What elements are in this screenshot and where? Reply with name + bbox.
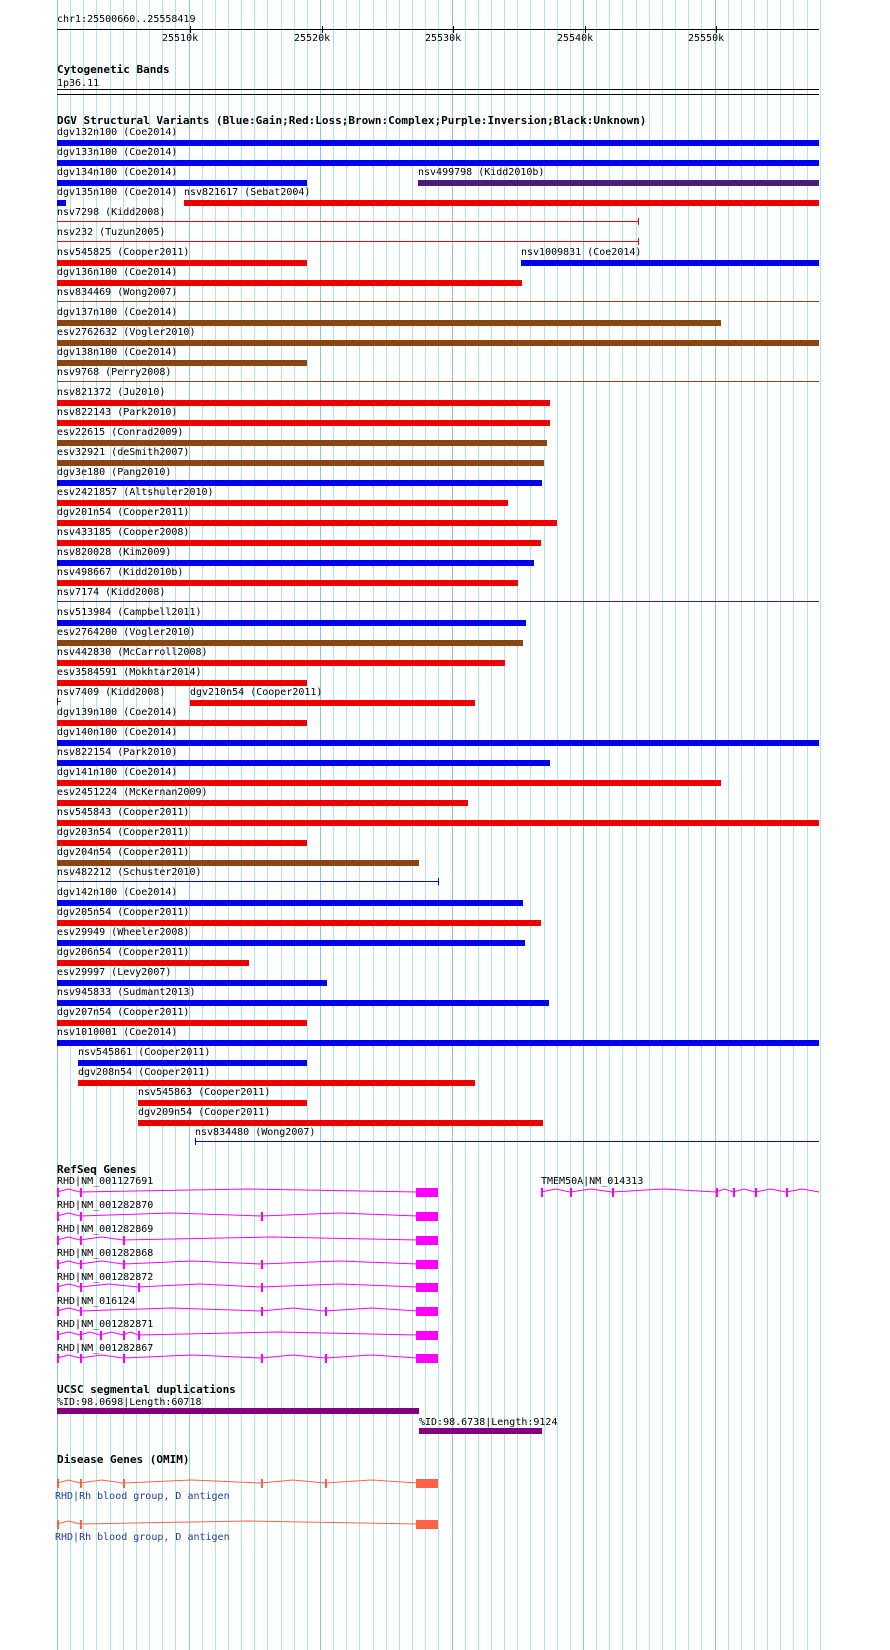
refseq-gene-3-exon (80, 1236, 82, 1245)
refseq-gene-tmem50a-exon (733, 1188, 735, 1197)
refseq-gene-tmem50a-exon (716, 1188, 718, 1197)
dgv-variant-label[interactable]: esv22615 (Conrad2009) (57, 427, 184, 438)
omim-gene-1-exon (123, 1479, 125, 1488)
refseq-gene-7-intron (57, 1332, 418, 1335)
refseq-gene-8-utr-block (416, 1354, 438, 1363)
dgv-variant-bar[interactable] (57, 620, 526, 626)
omim-gene-1-exon (261, 1479, 263, 1488)
dgv-variant-bar[interactable] (57, 820, 819, 826)
dgv-variant-end-marker (638, 238, 639, 245)
dgv-variant-label[interactable]: dgv133n100 (Coe2014) (57, 147, 178, 158)
cytoband-label: 1p36.11 (57, 78, 100, 89)
dgv-variant-bar[interactable] (57, 241, 639, 242)
ruler-tick-label-4: 25540k (557, 33, 594, 44)
dgv-variant-label[interactable]: esv2421857 (Altshuler2010) (57, 487, 214, 498)
refseq-gene-8-exon (57, 1354, 59, 1363)
grid-line (820, 0, 821, 1650)
dgv-variant-label[interactable]: nsv545843 (Cooper2011) (57, 807, 190, 818)
cytoband-band (57, 89, 819, 90)
dgv-variant-bar[interactable] (57, 1040, 819, 1046)
omim-gene-2-exon (57, 1520, 59, 1529)
dgv-variant-bar[interactable] (57, 720, 307, 726)
dgv-variant-bar[interactable] (57, 320, 721, 326)
refseq-gene-tmem50a-exon (570, 1188, 572, 1197)
dgv-variant-label[interactable]: nsv498667 (Kidd2010b) (57, 567, 184, 578)
refseq-gene-4-intron (57, 1261, 418, 1264)
dgv-variant-label[interactable]: dgv138n100 (Coe2014) (57, 347, 178, 358)
dgv-variant-label[interactable]: nsv232 (Tuzun2005) (57, 227, 166, 238)
dgv-variant-label[interactable]: nsv482212 (Schuster2010) (57, 867, 202, 878)
refseq-gene-tmem50a-exon (612, 1188, 614, 1197)
dgv-variant-bar[interactable] (57, 160, 819, 166)
dgv-variant-bar[interactable] (57, 420, 550, 426)
dgv-variant-label[interactable]: dgv208n54 (Cooper2011) (78, 1067, 211, 1078)
dgv-variant-label[interactable]: esv32921 (deSmith2007) (57, 447, 190, 458)
refseq-gene-3-exon (57, 1236, 59, 1245)
dgv-variant-label[interactable]: dgv136n100 (Coe2014) (57, 267, 178, 278)
refseq-gene-2-intron (57, 1213, 418, 1216)
dgv-variant-end-marker (195, 1138, 196, 1145)
omim-gene-2-exon (80, 1520, 82, 1529)
dgv-variant-label[interactable]: nsv442830 (McCarroll2008) (57, 647, 208, 658)
dgv-variant-bar[interactable] (57, 920, 541, 926)
omim-gene-1-exon (57, 1479, 59, 1488)
dgv-variant-bar[interactable] (57, 260, 307, 266)
dgv-variant-label[interactable]: dgv139n100 (Coe2014) (57, 707, 178, 718)
dgv-variant-label[interactable]: nsv7409 (Kidd2008) (57, 687, 166, 698)
refseq-gene-7-exon (80, 1331, 82, 1340)
refseq-gene-8-exon (261, 1354, 263, 1363)
refseq-gene-8-exon (123, 1354, 125, 1363)
segdup-track-title: UCSC segmental duplications (57, 1383, 236, 1396)
refseq-gene-8-exon (325, 1354, 327, 1363)
dgv-variant-label[interactable]: nsv1009831 (Coe2014) (521, 247, 642, 258)
dgv-variant-bar[interactable] (57, 280, 522, 286)
dgv-variant-label[interactable]: dgv206n54 (Cooper2011) (57, 947, 190, 958)
dgv-variant-label[interactable]: nsv820028 (Kim2009) (57, 547, 172, 558)
ruler-tick-label-3: 25530k (425, 33, 462, 44)
refseq-gene-1-intron (57, 1189, 418, 1192)
refseq-gene-7-exon (100, 1331, 102, 1340)
refseq-gene-5-exon (261, 1283, 263, 1292)
dgv-variant-label[interactable]: dgv142n100 (Coe2014) (57, 887, 178, 898)
dgv-variant-label[interactable]: nsv821372 (Ju2010) (57, 387, 166, 398)
ruler-coordinate: chr1:25500660..25558419 (57, 14, 196, 25)
dgv-variant-label[interactable]: nsv834469 (Wong2007) (57, 287, 178, 298)
segdup-bar-1[interactable] (57, 1408, 419, 1414)
refseq-gene-label[interactable]: RHD|NM_001282868 (57, 1248, 154, 1259)
dgv-variant-bar[interactable] (57, 440, 547, 446)
dgv-variant-end-marker (57, 698, 58, 705)
dgv-variant-bar[interactable] (57, 140, 819, 146)
dgv-variant-bar[interactable] (138, 1120, 543, 1126)
dgv-variant-bar[interactable] (57, 221, 639, 222)
dgv-variant-bar[interactable] (195, 1141, 819, 1142)
dgv-variant-bar[interactable] (57, 1020, 307, 1026)
dgv-variant-label[interactable]: esv29949 (Wheeler2008) (57, 927, 190, 938)
refseq-gene-8-exon (80, 1354, 82, 1363)
dgv-variant-bar[interactable] (57, 460, 544, 466)
dgv-variant-bar[interactable] (57, 640, 523, 646)
dgv-variant-label[interactable]: dgv205n54 (Cooper2011) (57, 907, 190, 918)
refseq-gene-label[interactable]: RHD|NM_001282867 (57, 1343, 154, 1354)
dgv-variant-label[interactable]: dgv141n100 (Coe2014) (57, 767, 178, 778)
refseq-gene-label[interactable]: RHD|NM_001282871 (57, 1319, 154, 1330)
dgv-variant-bar[interactable] (57, 960, 249, 966)
refseq-gene-7-utr-block (416, 1331, 438, 1340)
dgv-variant-label[interactable]: dgv210n54 (Cooper2011) (190, 687, 323, 698)
refseq-gene-tmem50a-intron (541, 1189, 819, 1192)
omim-gene-2-utr-block (416, 1520, 438, 1529)
refseq-gene-5-intron (57, 1284, 418, 1287)
dgv-variant-bar[interactable] (57, 340, 819, 346)
refseq-gene-7-exon (57, 1331, 59, 1340)
refseq-gene-tmem50a-exon (541, 1188, 543, 1197)
dgv-variant-label[interactable]: nsv834480 (Wong2007) (195, 1127, 316, 1138)
refseq-gene-4-exon (123, 1260, 125, 1269)
dgv-variant-label[interactable]: dgv140n100 (Coe2014) (57, 727, 178, 738)
refseq-gene-6-exon (261, 1307, 263, 1316)
refseq-gene-label[interactable]: RHD|NM_001282869 (57, 1224, 154, 1235)
dgv-variant-label[interactable]: nsv822143 (Park2010) (57, 407, 178, 418)
dgv-variant-bar[interactable] (57, 760, 550, 766)
dgv-variant-bar[interactable] (57, 680, 307, 686)
refseq-gene-7-exon (123, 1331, 125, 1340)
omim-gene-1-utr-block (416, 1479, 438, 1488)
dgv-variant-label[interactable]: nsv1010001 (Coe2014) (57, 1027, 178, 1038)
refseq-gene-2-utr-block (416, 1212, 438, 1221)
dgv-variant-bar[interactable] (57, 180, 307, 186)
dgv-variant-label[interactable]: dgv132n100 (Coe2014) (57, 127, 178, 138)
refseq-gene-3-exon (123, 1236, 125, 1245)
dgv-variant-label[interactable]: nsv545861 (Cooper2011) (78, 1047, 211, 1058)
dgv-variant-label[interactable]: dgv203n54 (Cooper2011) (57, 827, 190, 838)
refseq-gene-8-intron (57, 1355, 418, 1358)
dgv-variant-label[interactable]: esv3584591 (Mokhtar2014) (57, 667, 202, 678)
dgv-variant-label[interactable]: nsv945833 (Sudmant2013) (57, 987, 196, 998)
ruler-tick (322, 26, 323, 33)
ruler-tick-label-2: 25520k (294, 33, 331, 44)
refseq-gene-tmem50a-exon (786, 1188, 788, 1197)
dgv-variant-label[interactable]: dgv3e180 (Pang2010) (57, 467, 172, 478)
dgv-variant-bar[interactable] (138, 1100, 307, 1106)
dgv-variant-bar[interactable] (57, 1000, 549, 1006)
refseq-gene-5-utr-block (416, 1283, 438, 1292)
dgv-variant-label[interactable]: nsv513984 (Campbell2011) (57, 607, 202, 618)
dgv-variant-bar[interactable] (418, 180, 819, 186)
refseq-gene-6-utr-block (416, 1307, 438, 1316)
omim-gene-1-exon (80, 1479, 82, 1488)
dgv-variant-bar[interactable] (57, 860, 419, 866)
refseq-gene-1-exon (80, 1188, 82, 1197)
dgv-variant-bar[interactable] (57, 540, 541, 546)
dgv-variant-bar[interactable] (521, 260, 819, 266)
dgv-variant-label[interactable]: dgv201n54 (Cooper2011) (57, 507, 190, 518)
dgv-variant-bar[interactable] (184, 200, 819, 206)
dgv-variant-bar[interactable] (57, 580, 518, 586)
refseq-gene-4-utr-block (416, 1260, 438, 1269)
dgv-variant-label[interactable]: nsv7174 (Kidd2008) (57, 587, 166, 598)
dgv-variant-bar[interactable] (57, 360, 307, 366)
dgv-variant-label[interactable]: nsv822154 (Park2010) (57, 747, 178, 758)
dgv-variant-end-marker (638, 218, 639, 225)
dgv-variant-label[interactable]: dgv209n54 (Cooper2011) (138, 1107, 271, 1118)
refseq-gene-label[interactable]: RHD|NM_001282870 (57, 1200, 154, 1211)
refseq-gene-2-exon (57, 1212, 59, 1221)
dgv-variant-end-marker (438, 878, 439, 885)
refseq-gene-6-exon (80, 1307, 82, 1316)
dgv-variant-bar[interactable] (57, 940, 525, 946)
refseq-gene-label[interactable]: RHD|NM_001127691 (57, 1176, 154, 1187)
dgv-variant-bar[interactable] (57, 900, 523, 906)
refseq-gene-tmem50a-exon (755, 1188, 757, 1197)
ruler-tick-label-1: 25510k (162, 33, 199, 44)
dgv-variant-bar[interactable] (78, 1060, 307, 1066)
ruler-tick (585, 26, 586, 33)
dgv-variant-label[interactable]: nsv9768 (Perry2008) (57, 367, 172, 378)
dgv-variant-label[interactable]: dgv137n100 (Coe2014) (57, 307, 178, 318)
omim-gene-1-intron (57, 1480, 418, 1483)
segdup-label-1[interactable]: %ID:98.0698|Length:60718 (57, 1397, 202, 1408)
dgv-variant-bar[interactable] (57, 601, 819, 602)
dgv-variant-label[interactable]: nsv545863 (Cooper2011) (138, 1087, 271, 1098)
dgv-variant-bar[interactable] (57, 381, 819, 382)
dgv-variant-bar[interactable] (57, 200, 66, 206)
dgv-variant-label[interactable]: esv2451224 (McKernan2009) (57, 787, 208, 798)
refseq-gene-5-exon (80, 1283, 82, 1292)
refseq-gene-6-exon (57, 1307, 59, 1316)
refseq-gene-6-intron (57, 1308, 418, 1311)
refseq-gene-4-exon (261, 1260, 263, 1269)
dgv-variant-label[interactable]: nsv433185 (Cooper2008) (57, 527, 190, 538)
dgv-variant-label[interactable]: dgv135n100 (Coe2014) (57, 187, 178, 198)
dgv-variant-label[interactable]: dgv134n100 (Coe2014) (57, 167, 178, 178)
segdup-label-2[interactable]: %ID:98.6738|Length:9124 (419, 1417, 558, 1428)
refseq-gene-4-exon (80, 1260, 82, 1269)
dgv-variant-bar[interactable] (57, 840, 307, 846)
omim-gene-2-intron (57, 1521, 418, 1524)
dgv-variant-label[interactable]: esv2762632 (Vogler2010) (57, 327, 196, 338)
dgv-variant-bar[interactable] (57, 301, 819, 302)
refseq-track-title: RefSeq Genes (57, 1163, 137, 1176)
refseq-gene-5-exon (57, 1283, 59, 1292)
refseq-gene-6-exon (325, 1307, 327, 1316)
dgv-variant-label[interactable]: nsv499798 (Kidd2010b) (418, 167, 545, 178)
refseq-gene-5-exon (138, 1283, 140, 1292)
omim-gene-1-exon (325, 1479, 327, 1488)
omim-track-title: Disease Genes (OMIM) (57, 1453, 190, 1466)
refseq-gene-2-exon (80, 1212, 82, 1221)
refseq-gene-label[interactable]: RHD|NM_016124 (57, 1296, 136, 1307)
dgv-variant-label[interactable]: nsv7298 (Kidd2008) (57, 207, 166, 218)
omim-label-2[interactable]: RHD|Rh blood group, D antigen (55, 1532, 230, 1543)
dgv-track-title: DGV Structural Variants (Blue:Gain;Red:Loss;Brown:Complex;Purple:Inversion;Black:Unknown) (57, 114, 647, 127)
refseq-gene-2-exon (261, 1212, 263, 1221)
ruler-tick (190, 26, 191, 33)
dgv-variant-bar[interactable] (57, 780, 721, 786)
dgv-variant-bar[interactable] (190, 700, 475, 706)
dgv-variant-label[interactable]: dgv204n54 (Cooper2011) (57, 847, 190, 858)
dgv-variant-bar[interactable] (57, 500, 508, 506)
segdup-bar-2[interactable] (419, 1428, 542, 1434)
refseq-gene-7-exon (138, 1331, 140, 1340)
ruler-tick (453, 26, 454, 33)
refseq-gene-1-exon (57, 1188, 59, 1197)
dgv-variant-label[interactable]: nsv545825 (Cooper2011) (57, 247, 190, 258)
dgv-variant-bar[interactable] (57, 480, 542, 486)
dgv-variant-label[interactable]: esv29997 (Levy2007) (57, 967, 172, 978)
refseq-gene-4-exon (57, 1260, 59, 1269)
dgv-variant-bar[interactable] (57, 881, 439, 882)
refseq-gene-1-utr-block (416, 1188, 438, 1197)
ruler-line (57, 29, 819, 30)
cytoband-separator (57, 94, 819, 95)
refseq-gene-label[interactable]: TMEM50A|NM_014313 (541, 1176, 644, 1187)
dgv-variant-bar[interactable] (57, 560, 534, 566)
dgv-variant-bar[interactable] (78, 1080, 475, 1086)
dgv-variant-bar[interactable] (57, 740, 819, 746)
dgv-variant-bar[interactable] (57, 980, 327, 986)
dgv-variant-label[interactable]: nsv821617 (Sebat2004) (184, 187, 311, 198)
ruler-tick-label-5: 25550k (688, 33, 725, 44)
dgv-variant-label[interactable]: dgv207n54 (Cooper2011) (57, 1007, 190, 1018)
dgv-variant-bar[interactable] (57, 520, 557, 526)
cytoband-track-title: Cytogenetic Bands (57, 63, 170, 76)
ruler-tick (716, 26, 717, 33)
refseq-gene-3-utr-block (416, 1236, 438, 1245)
dgv-variant-bar[interactable] (57, 400, 550, 406)
refseq-gene-label[interactable]: RHD|NM_001282872 (57, 1272, 154, 1283)
refseq-gene-3-intron (57, 1237, 418, 1240)
dgv-variant-bar[interactable] (57, 800, 468, 806)
omim-label-1[interactable]: RHD|Rh blood group, D antigen (55, 1491, 230, 1502)
dgv-variant-label[interactable]: esv2764200 (Vogler2010) (57, 627, 196, 638)
dgv-variant-bar[interactable] (57, 660, 505, 666)
